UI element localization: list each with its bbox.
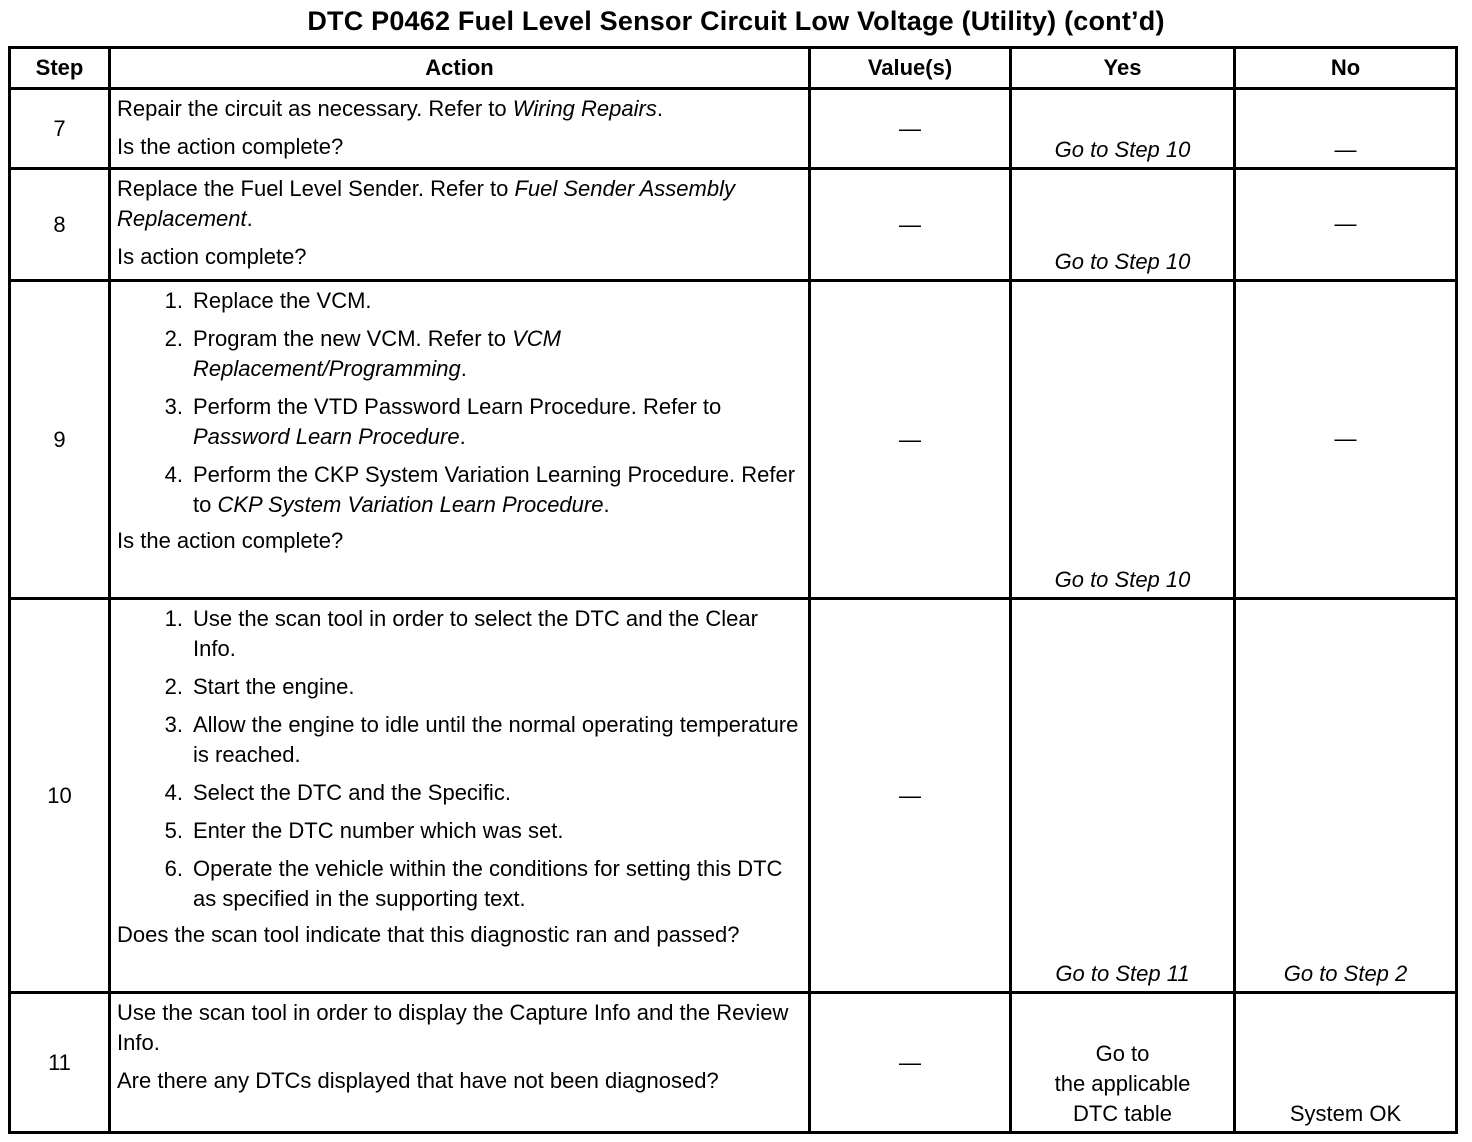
table-row-step-9 xyxy=(10,281,1457,599)
list-item: 2. Program the new VCM. Refer to VCM Replacement/Programming. xyxy=(164,326,562,381)
action-question: Does the scan tool indicate that this diagnostic ran and passed? xyxy=(117,922,740,947)
value-cell: — xyxy=(810,169,1011,281)
action-cell xyxy=(110,993,810,1133)
header-step: Step xyxy=(10,48,110,89)
no-cell: — xyxy=(1235,89,1457,169)
header-yes: Yes xyxy=(1011,48,1235,89)
action-text: Use the scan tool in order to display the Capture Info and the Review Info. xyxy=(117,1000,789,1055)
action-text: Repair the circuit as necessary. Refer to Wiring Repairs. xyxy=(117,96,663,121)
list-item: 3. Allow the engine to idle until the normal operating temperature is reached. xyxy=(164,712,799,767)
list-item: 4. Select the DTC and the Specific. xyxy=(164,780,511,805)
action-cell xyxy=(110,281,810,599)
header-values: Value(s) xyxy=(810,48,1011,89)
value-cell: — xyxy=(810,281,1011,599)
action-text: Replace the Fuel Level Sender. Refer to Fuel Sender Assembly Replacement. xyxy=(117,176,735,231)
value-cell: — xyxy=(810,993,1011,1133)
yes-cell: Go to Step 11 xyxy=(1011,599,1235,993)
no-cell: — xyxy=(1235,281,1457,599)
list-item: 2. Start the engine. xyxy=(164,674,355,699)
step-number: 9 xyxy=(10,281,110,599)
action-cell xyxy=(110,169,810,281)
reference-link: CKP System Variation Learn Procedure xyxy=(217,492,604,517)
list-item: 1. Use the scan tool in order to select the DTC and the Clear Info. xyxy=(164,606,758,661)
action-question: Is action complete? xyxy=(117,244,307,269)
no-cell: Go to Step 2 xyxy=(1235,599,1457,993)
diagnostic-table xyxy=(8,46,1458,1134)
yes-cell: Go to the applicable DTC table xyxy=(1011,993,1235,1133)
yes-cell: Go to Step 10 xyxy=(1011,281,1235,599)
reference-link: Password Learn Procedure xyxy=(193,424,460,449)
header-row xyxy=(10,48,1457,89)
action-cell xyxy=(110,89,810,169)
step-number: 10 xyxy=(10,599,110,993)
reference-link: Wiring Repairs xyxy=(512,96,657,121)
action-steps-list xyxy=(117,604,800,914)
value-cell: — xyxy=(810,599,1011,993)
reference-link: VCM Replacement/Programming xyxy=(193,326,562,381)
table-row-step-11 xyxy=(10,993,1457,1133)
table-row-step-8 xyxy=(10,169,1457,281)
no-cell: — xyxy=(1235,169,1457,281)
step-number: 8 xyxy=(10,169,110,281)
table-row-step-10 xyxy=(10,599,1457,993)
list-item: 6. Operate the vehicle within the conditions for setting this DTC as specified in the supporting text. xyxy=(164,856,783,911)
header-action: Action xyxy=(110,48,810,89)
list-item: 4. Perform the CKP System Variation Learning Procedure. Refer to CKP System Variation Learn Procedure. xyxy=(164,462,796,517)
action-cell xyxy=(110,599,810,993)
list-item: 5. Enter the DTC number which was set. xyxy=(164,818,564,843)
step-number: 7 xyxy=(10,89,110,169)
yes-cell: Go to Step 10 xyxy=(1011,89,1235,169)
action-question: Is the action complete? xyxy=(117,134,344,159)
list-item: 3. Perform the VTD Password Learn Procedure. Refer to Password Learn Procedure. xyxy=(164,394,722,449)
page-title: DTC P0462 Fuel Level Sensor Circuit Low Voltage (Utility) (cont’d) xyxy=(307,6,1165,36)
header-no: No xyxy=(1235,48,1457,89)
list-item: 1. Replace the VCM. xyxy=(164,288,372,313)
table-row-step-7 xyxy=(10,89,1457,169)
value-cell: — xyxy=(810,89,1011,169)
yes-cell: Go to Step 10 xyxy=(1011,169,1235,281)
action-question: Are there any DTCs displayed that have not been diagnosed? xyxy=(117,1068,719,1093)
reference-link: Fuel Sender Assembly Replacement xyxy=(117,176,735,231)
step-number: 11 xyxy=(10,993,110,1133)
no-cell: System OK xyxy=(1235,993,1457,1133)
action-steps-list xyxy=(117,286,800,520)
action-question: Is the action complete? xyxy=(117,528,344,553)
